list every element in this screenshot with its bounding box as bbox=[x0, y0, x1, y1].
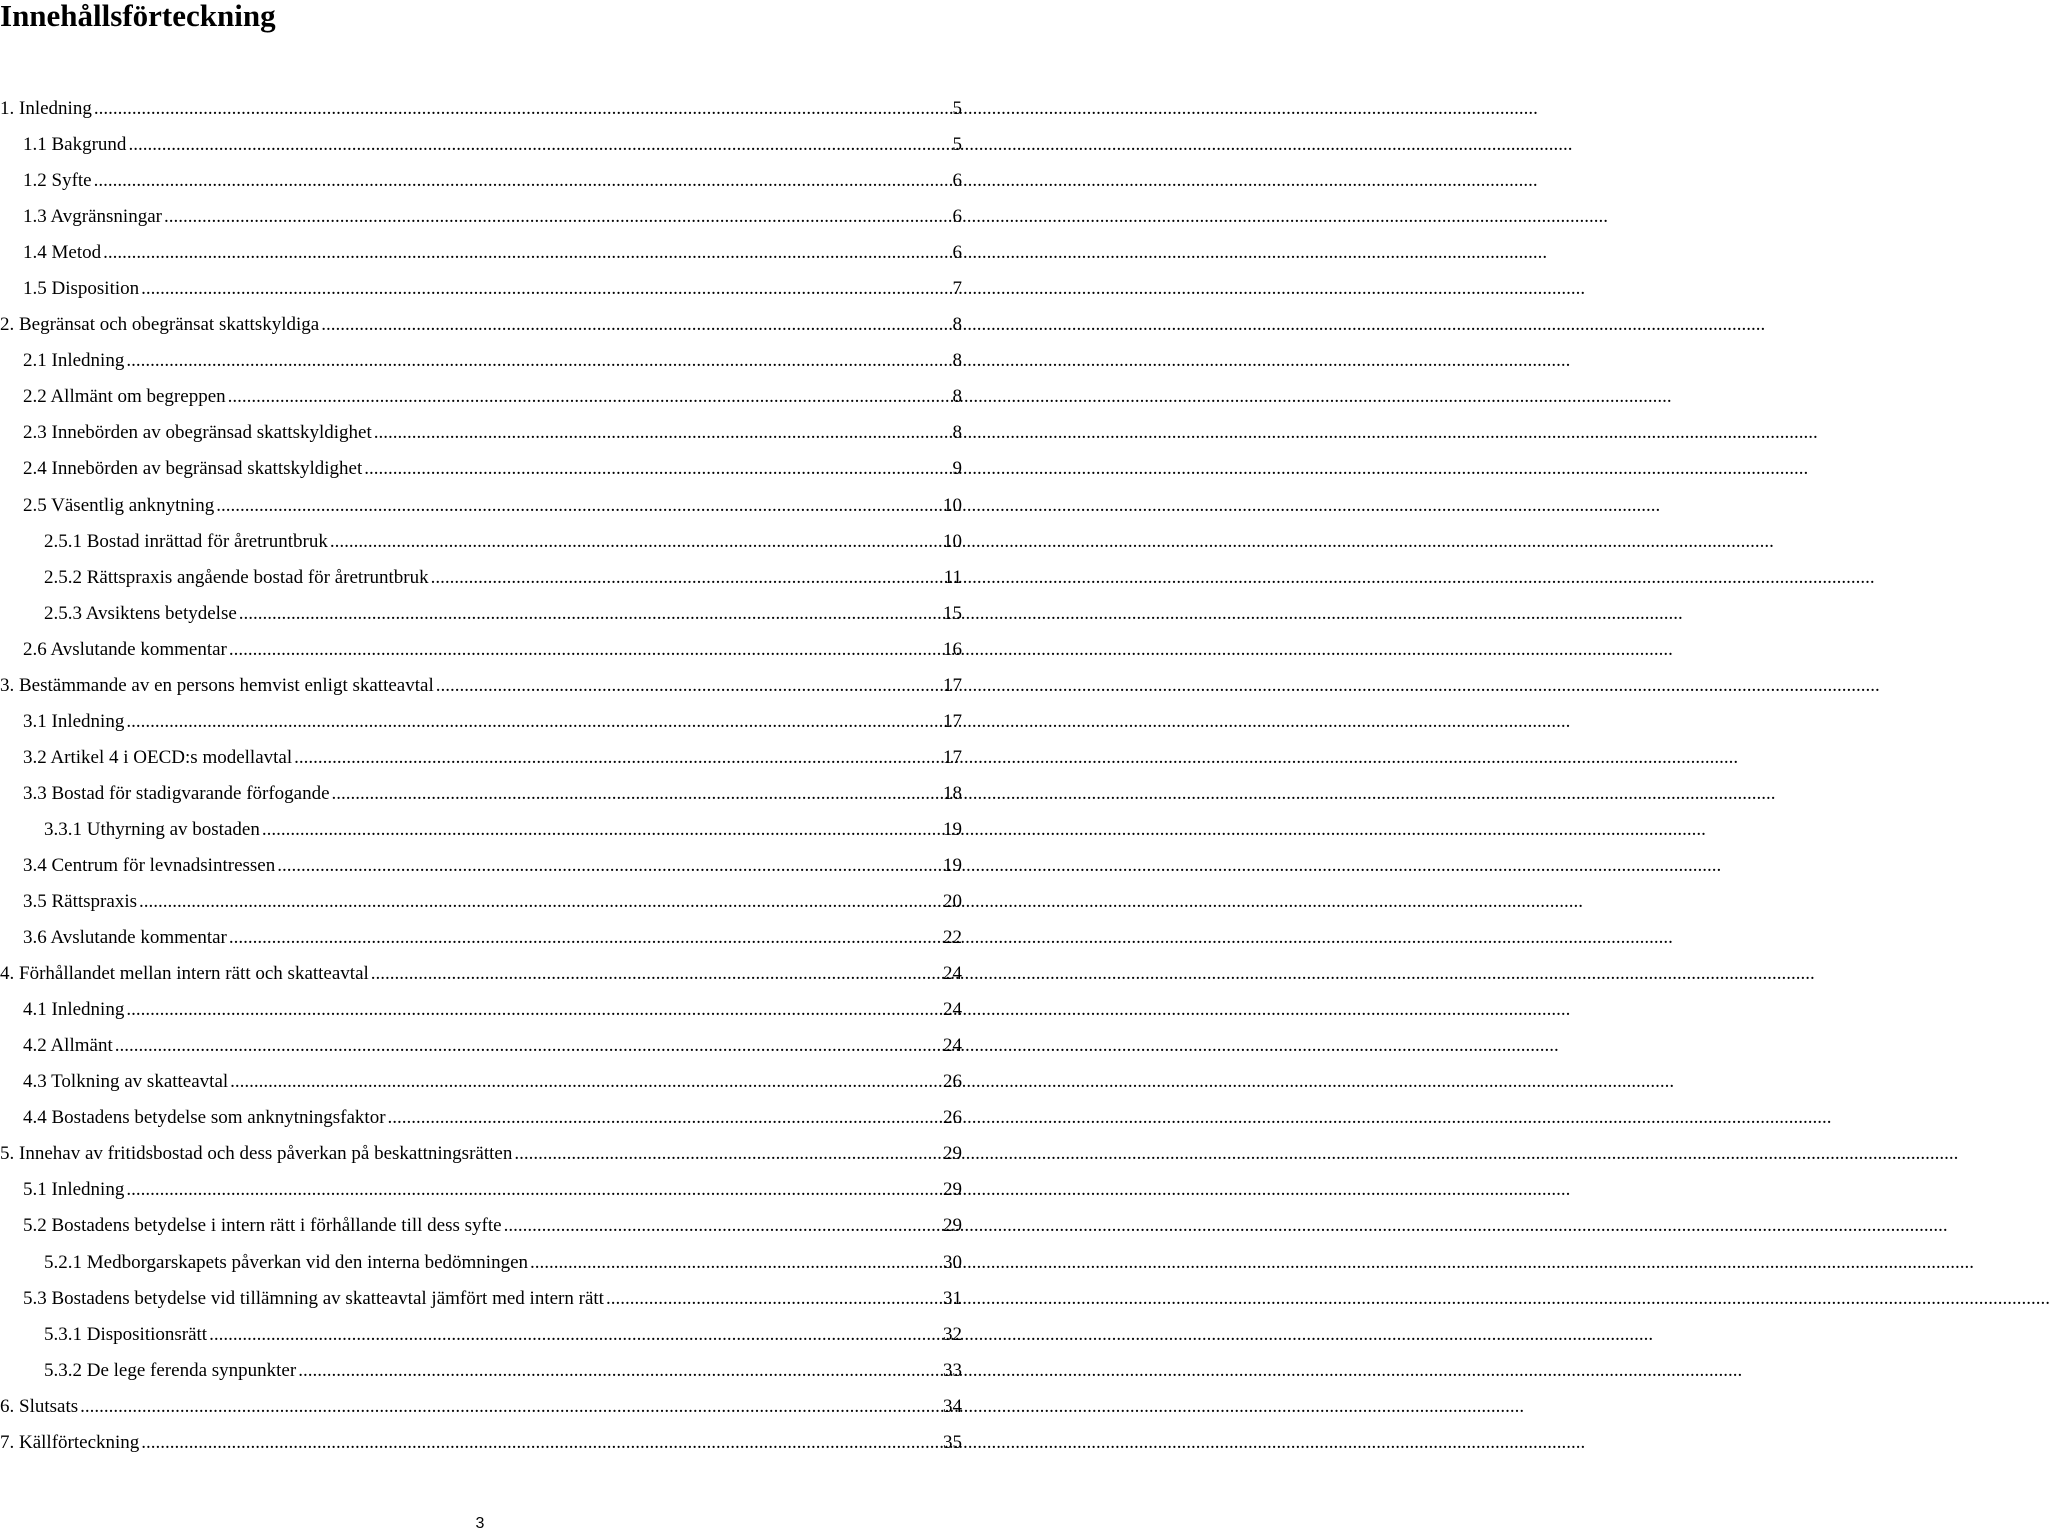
toc-entry[interactable] bbox=[0, 127, 962, 163]
toc-entry[interactable] bbox=[0, 1172, 962, 1208]
toc-entry-page-number: 20 bbox=[940, 891, 962, 913]
toc-entry-label: 5. Innehav av fritidsbostad och dess påverkan på beskattningsrätten bbox=[0, 1143, 513, 1165]
toc-entry-page-number: 6 bbox=[950, 242, 963, 264]
toc-entry-page-number: 26 bbox=[940, 1071, 962, 1093]
toc-entry-page-number: 35 bbox=[940, 1432, 962, 1454]
toc-entry[interactable] bbox=[0, 740, 962, 776]
toc-entry-label: 4. Förhållandet mellan intern rätt och skatteavtal bbox=[0, 963, 369, 985]
toc-entry[interactable] bbox=[0, 1028, 962, 1064]
dot-leader bbox=[229, 927, 940, 949]
toc-entry-label: 2.4 Innebörden av begränsad skattskyldighet bbox=[23, 458, 363, 480]
toc-entry[interactable] bbox=[0, 1100, 962, 1136]
toc-entry[interactable] bbox=[0, 1281, 962, 1317]
toc-entry-label: 7. Källförteckning bbox=[0, 1431, 140, 1453]
toc-entry-page-number: 6 bbox=[950, 206, 963, 228]
toc-entry-page-number: 8 bbox=[950, 350, 963, 372]
toc-entry-page-number: 33 bbox=[940, 1360, 962, 1382]
toc-entry[interactable] bbox=[0, 1425, 962, 1461]
toc-entry[interactable] bbox=[0, 704, 962, 740]
dot-leader bbox=[103, 242, 949, 264]
dot-leader bbox=[141, 1432, 940, 1454]
toc-entry[interactable] bbox=[0, 1245, 962, 1281]
toc-entry-page-number: 24 bbox=[940, 999, 962, 1021]
toc-entry-label: 3.2 Artikel 4 i OECD:s modellavtal bbox=[23, 746, 293, 768]
toc-entry-page-number: 10 bbox=[940, 531, 962, 553]
toc-entry[interactable] bbox=[0, 884, 962, 920]
toc-entry-page-number: 24 bbox=[940, 1035, 962, 1057]
table-of-contents bbox=[0, 91, 962, 1461]
dot-leader bbox=[371, 963, 940, 985]
dot-leader bbox=[94, 170, 950, 192]
dot-leader bbox=[364, 458, 949, 480]
toc-entry-label: 5.3.1 Dispositionsrätt bbox=[44, 1323, 208, 1345]
toc-entry-page-number: 8 bbox=[950, 422, 963, 444]
toc-entry-page-number: 32 bbox=[940, 1324, 962, 1346]
toc-entry[interactable] bbox=[0, 1208, 962, 1244]
toc-entry-label: 3.5 Rättspraxis bbox=[23, 891, 137, 913]
dot-leader bbox=[126, 711, 940, 733]
toc-entry-label: 1.2 Syfte bbox=[23, 170, 92, 192]
toc-entry[interactable] bbox=[0, 451, 962, 487]
toc-entry-label: 2.6 Avslutande kommentar bbox=[23, 638, 227, 660]
dot-leader bbox=[330, 531, 940, 553]
toc-entry-page-number: 5 bbox=[950, 134, 963, 156]
toc-entry[interactable] bbox=[0, 596, 962, 632]
toc-entry-page-number: 17 bbox=[940, 747, 962, 769]
toc-entry[interactable] bbox=[0, 343, 962, 379]
toc-entry[interactable] bbox=[0, 812, 962, 848]
dot-leader bbox=[436, 675, 940, 697]
toc-entry[interactable] bbox=[0, 235, 962, 271]
toc-entry-page-number: 16 bbox=[940, 639, 962, 661]
dot-leader bbox=[332, 783, 940, 805]
toc-entry-label: 5.3 Bostadens betydelse vid tillämning av skatteavtal jämfört med intern rätt bbox=[23, 1287, 604, 1309]
dot-leader bbox=[530, 1252, 940, 1274]
toc-entry-label: 3.3 Bostad för stadigvarande förfogande bbox=[23, 782, 330, 804]
dot-leader bbox=[277, 855, 940, 877]
dot-leader bbox=[139, 891, 940, 913]
toc-entry[interactable] bbox=[0, 848, 962, 884]
toc-entry-page-number: 5 bbox=[950, 98, 963, 120]
dot-leader bbox=[388, 1107, 940, 1129]
toc-entry-page-number: 11 bbox=[941, 567, 962, 589]
dot-leader bbox=[80, 1396, 940, 1418]
toc-entry-page-number: 29 bbox=[940, 1179, 962, 1201]
dot-leader bbox=[239, 603, 940, 625]
toc-entry-label: 5.2.1 Medborgarskapets påverkan vid den interna bedömningen bbox=[44, 1251, 529, 1273]
toc-entry-label: 1.4 Metod bbox=[23, 242, 102, 264]
dot-leader bbox=[298, 1360, 940, 1382]
dot-leader bbox=[164, 206, 950, 228]
toc-entry-page-number: 8 bbox=[950, 386, 963, 408]
toc-entry-page-number: 15 bbox=[940, 603, 962, 625]
dot-leader bbox=[128, 134, 949, 156]
toc-entry-label: 4.2 Allmänt bbox=[23, 1035, 113, 1057]
toc-entry-page-number: 9 bbox=[950, 458, 963, 480]
dot-leader bbox=[141, 278, 949, 300]
dot-leader bbox=[606, 1288, 940, 1310]
toc-entry-label: 1. Inledning bbox=[0, 98, 92, 120]
toc-entry[interactable] bbox=[0, 632, 962, 668]
toc-entry[interactable] bbox=[0, 271, 962, 307]
dot-leader bbox=[115, 1035, 940, 1057]
dot-leader bbox=[321, 314, 949, 336]
toc-entry[interactable] bbox=[0, 956, 962, 992]
dot-leader bbox=[230, 1071, 940, 1093]
toc-entry-label: 2.3 Innebörden av obegränsad skattskyldighet bbox=[23, 422, 372, 444]
toc-entry[interactable] bbox=[0, 307, 962, 343]
toc-entry-page-number: 24 bbox=[940, 963, 962, 985]
toc-entry[interactable] bbox=[0, 920, 962, 956]
dot-leader bbox=[514, 1143, 940, 1165]
toc-entry-page-number: 8 bbox=[950, 314, 963, 336]
dot-leader bbox=[294, 747, 940, 769]
dot-leader bbox=[374, 422, 950, 444]
toc-entry-label: 5.2 Bostadens betydelse i intern rätt i förhållande till dess syfte bbox=[23, 1215, 502, 1237]
dot-leader bbox=[94, 98, 950, 120]
page-number: 3 bbox=[475, 1515, 485, 1532]
toc-entry-page-number: 26 bbox=[940, 1107, 962, 1129]
toc-entry[interactable] bbox=[0, 1317, 962, 1353]
dot-leader bbox=[209, 1324, 940, 1346]
toc-entry-page-number: 31 bbox=[940, 1288, 962, 1310]
toc-entry[interactable] bbox=[0, 992, 962, 1028]
toc-entry-page-number: 34 bbox=[940, 1396, 962, 1418]
toc-entry-page-number: 29 bbox=[940, 1143, 962, 1165]
toc-entry-label: 2.1 Inledning bbox=[23, 350, 125, 372]
toc-entry-page-number: 18 bbox=[940, 783, 962, 805]
toc-entry-page-number: 30 bbox=[940, 1252, 962, 1274]
dot-leader bbox=[126, 350, 949, 372]
dot-leader bbox=[262, 819, 940, 841]
toc-entry-page-number: 17 bbox=[940, 711, 962, 733]
toc-entry[interactable] bbox=[0, 1064, 962, 1100]
toc-entry[interactable] bbox=[0, 488, 962, 524]
toc-entry-label: 3.4 Centrum för levnadsintressen bbox=[23, 855, 276, 876]
toc-entry-label: 5.3.2 De lege ferenda synpunkter bbox=[44, 1359, 297, 1381]
toc-entry[interactable] bbox=[0, 668, 962, 704]
toc-entry-label: 2.5.1 Bostad inrättad för åretruntbruk bbox=[44, 530, 328, 552]
toc-entry-label: 1.3 Avgränsningar bbox=[23, 206, 162, 228]
toc-entry-label: 2.5.2 Rättspraxis angående bostad för åretruntbruk bbox=[44, 566, 429, 588]
toc-entry-label: 4.4 Bostadens betydelse som anknytningsfaktor bbox=[23, 1107, 386, 1129]
toc-entry-label: 4.3 Tolkning av skatteavtal bbox=[23, 1071, 229, 1093]
toc-entry-page-number: 19 bbox=[940, 855, 962, 877]
toc-entry-label: 5.1 Inledning bbox=[23, 1179, 125, 1201]
toc-entry-label: 4.1 Inledning bbox=[23, 999, 125, 1021]
toc-entry[interactable] bbox=[0, 199, 962, 235]
toc-entry-label: 2.5.3 Avsiktens betydelse bbox=[44, 602, 237, 624]
toc-entry[interactable] bbox=[0, 524, 962, 560]
toc-entry[interactable] bbox=[0, 163, 962, 199]
toc-entry-page-number: 19 bbox=[940, 819, 962, 841]
toc-entry-label: 1.5 Disposition bbox=[23, 278, 140, 300]
toc-entry-label: 6. Slutsats bbox=[0, 1395, 79, 1417]
dot-leader bbox=[229, 639, 940, 661]
dot-leader bbox=[228, 386, 950, 408]
toc-entry-page-number: 7 bbox=[950, 278, 963, 300]
toc-entry[interactable] bbox=[0, 1389, 962, 1425]
toc-entry[interactable] bbox=[0, 560, 962, 596]
toc-entry-label: 3. Bestämmande av en persons hemvist enligt skatteavtal bbox=[0, 674, 434, 696]
toc-entry-page-number: 17 bbox=[940, 675, 962, 697]
toc-entry-label: 1.1 Bakgrund bbox=[23, 134, 127, 156]
toc-entry-label: 3.3.1 Uthyrning av bostaden bbox=[44, 818, 260, 840]
page-title: Innehållsförteckning bbox=[0, 0, 276, 33]
toc-entry-label: 2.2 Allmänt om begreppen bbox=[23, 386, 226, 408]
dot-leader bbox=[504, 1215, 940, 1237]
toc-entry[interactable] bbox=[0, 415, 962, 451]
toc-entry[interactable] bbox=[0, 379, 962, 415]
toc-entry[interactable] bbox=[0, 91, 962, 127]
toc-entry-label: 3.1 Inledning bbox=[23, 710, 125, 732]
dot-leader bbox=[431, 567, 941, 589]
toc-entry-page-number: 29 bbox=[940, 1215, 962, 1237]
toc-entry[interactable] bbox=[0, 1136, 962, 1172]
toc-entry-label: 3.6 Avslutande kommentar bbox=[23, 927, 227, 949]
toc-entry-label: 2.5 Väsentlig anknytning bbox=[23, 494, 215, 516]
toc-entry[interactable] bbox=[0, 1353, 962, 1389]
toc-entry[interactable] bbox=[0, 776, 962, 812]
dot-leader bbox=[216, 495, 940, 517]
dot-leader bbox=[126, 1179, 940, 1201]
toc-entry-page-number: 6 bbox=[950, 170, 963, 192]
toc-entry-page-number: 22 bbox=[940, 927, 962, 949]
dot-leader bbox=[126, 999, 940, 1021]
toc-entry-page-number: 10 bbox=[940, 495, 962, 517]
toc-entry-label: 2. Begränsat och obegränsat skattskyldiga bbox=[0, 314, 320, 336]
